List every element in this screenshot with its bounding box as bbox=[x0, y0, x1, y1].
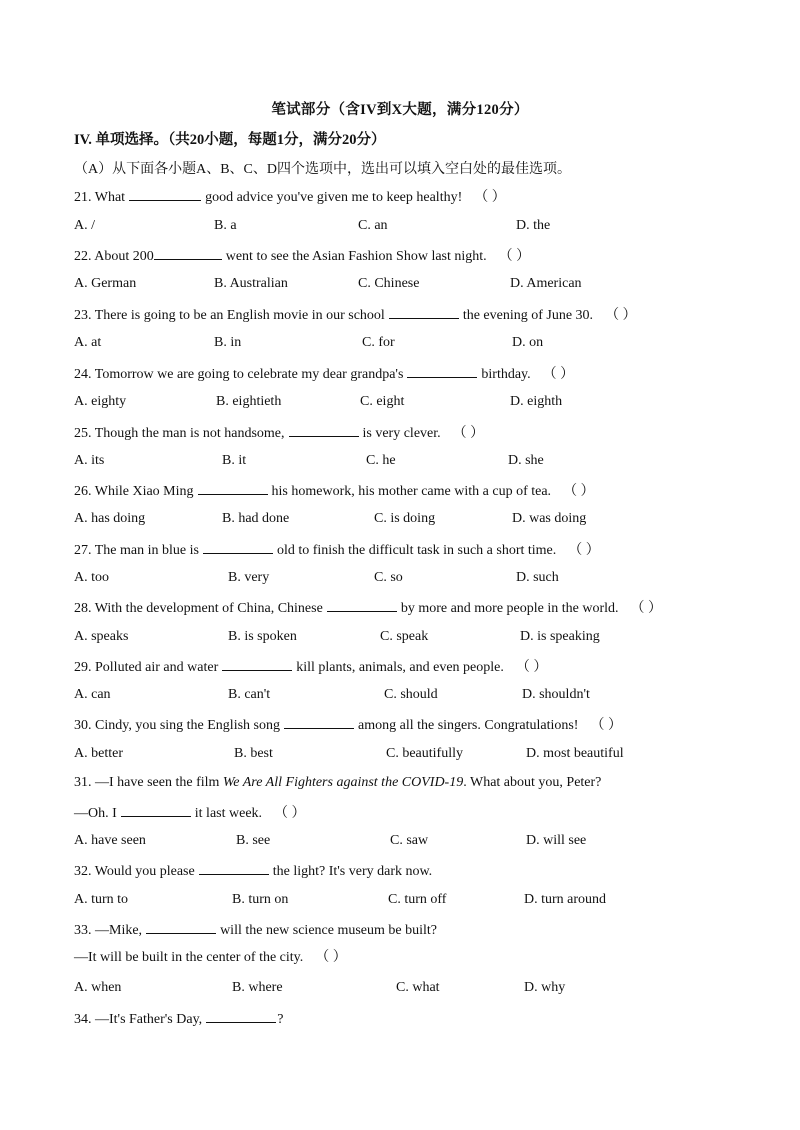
option-d: D. American bbox=[510, 276, 582, 291]
question-text: 26. While Xiao Ming bbox=[74, 484, 194, 499]
option-c: C. Chinese bbox=[358, 276, 420, 291]
answer-parentheses: （ ） bbox=[563, 484, 595, 499]
question-text: among all the singers. Congratulations! bbox=[358, 718, 579, 733]
option-b: B. eightieth bbox=[216, 394, 282, 409]
section-heading: IV. 单项选择。（共20小题，每题1分，满分20分） bbox=[74, 132, 386, 148]
question-text: —Oh. I bbox=[74, 806, 117, 821]
answer-parentheses: （ ） bbox=[452, 426, 485, 441]
option-d: D. was doing bbox=[512, 511, 587, 526]
question-24 bbox=[74, 363, 574, 383]
option-a: A. have seen bbox=[74, 833, 146, 848]
option-a: A. too bbox=[74, 570, 109, 585]
question-text: by more and more people in the world. bbox=[400, 601, 619, 616]
question-text: 22. About 200 bbox=[74, 249, 154, 264]
option-b: B. a bbox=[214, 218, 237, 233]
answer-parentheses: （ ） bbox=[474, 190, 506, 205]
option-b: B. it bbox=[222, 453, 247, 468]
option-b: B. had done bbox=[222, 511, 290, 526]
question-text: 23. There is going to be an English movie in our school bbox=[74, 308, 385, 323]
film-title: We Are All Fighters against the COVID-19 bbox=[222, 775, 464, 790]
question-28 bbox=[74, 597, 662, 617]
option-d: D. she bbox=[508, 453, 544, 468]
option-b: B. is spoken bbox=[228, 629, 297, 644]
option-b: B. see bbox=[236, 833, 271, 848]
question-text: —It will be built in the center of the city. bbox=[74, 950, 304, 965]
option-c: C. turn off bbox=[388, 892, 447, 907]
answer-parentheses: （ ） bbox=[542, 367, 575, 382]
question-text: 30. Cindy, you sing the English song bbox=[74, 718, 280, 733]
option-c: C. is doing bbox=[374, 511, 436, 526]
answer-blank bbox=[389, 304, 459, 319]
option-d: D. why bbox=[524, 980, 566, 995]
answer-blank bbox=[121, 802, 191, 817]
option-c: C. what bbox=[396, 980, 440, 995]
question-21 bbox=[74, 186, 506, 206]
answer-blank bbox=[206, 1008, 276, 1023]
option-b: B. can't bbox=[228, 687, 271, 702]
option-c: C. so bbox=[374, 570, 403, 585]
question-text: 24. Tomorrow we are going to celebrate my dear grandpa's bbox=[74, 367, 404, 382]
question-29 bbox=[74, 656, 547, 676]
answer-blank bbox=[289, 422, 359, 437]
question-text: 32. Would you please bbox=[74, 864, 195, 879]
question-31 bbox=[74, 773, 601, 793]
answer-parentheses: （ ） bbox=[315, 950, 347, 965]
option-c: C. speak bbox=[380, 629, 429, 644]
option-d: D. is speaking bbox=[520, 629, 600, 644]
question-34 bbox=[74, 1008, 283, 1028]
option-c: C. should bbox=[384, 687, 438, 702]
option-d: D. most beautiful bbox=[526, 746, 624, 761]
answer-parentheses: （ ） bbox=[630, 601, 663, 616]
answer-blank bbox=[198, 480, 268, 495]
question-31-reply bbox=[74, 802, 306, 822]
question-text: ? bbox=[277, 1012, 284, 1027]
option-b: B. turn on bbox=[232, 892, 289, 907]
question-text: kill plants, animals, and even people. bbox=[296, 660, 504, 675]
option-a: A. speaks bbox=[74, 629, 129, 644]
question-22 bbox=[74, 245, 530, 265]
option-a: A. eighty bbox=[74, 394, 127, 409]
question-text: good advice you've given me to keep healthy! bbox=[205, 190, 463, 205]
option-a: A. when bbox=[74, 980, 122, 995]
question-text: the evening of June 30. bbox=[462, 308, 594, 323]
option-c: C. for bbox=[362, 335, 395, 350]
question-text: 28. With the development of China, Chinese bbox=[74, 601, 323, 616]
question-text: 33. —Mike, bbox=[74, 923, 143, 938]
question-text: 27. The man in blue is bbox=[74, 543, 199, 558]
option-a: A. turn to bbox=[74, 892, 129, 907]
answer-blank bbox=[407, 363, 477, 378]
option-a: A. at bbox=[74, 335, 102, 350]
question-text: is very clever. bbox=[362, 426, 441, 441]
option-b: B. Australian bbox=[214, 276, 288, 291]
option-c: C. saw bbox=[390, 833, 429, 848]
option-b: B. in bbox=[214, 335, 242, 350]
option-b: B. where bbox=[232, 980, 283, 995]
option-a: A. its bbox=[74, 453, 105, 468]
answer-parentheses: （ ） bbox=[605, 308, 637, 323]
question-text: 34. —It's Father's Day, bbox=[74, 1012, 203, 1027]
option-d: D. on bbox=[512, 335, 544, 350]
answer-parentheses: （ ） bbox=[274, 806, 306, 821]
question-27 bbox=[74, 539, 600, 559]
option-c: C. beautifully bbox=[386, 746, 463, 761]
answer-parentheses: （ ） bbox=[568, 543, 600, 558]
option-a: A. has doing bbox=[74, 511, 146, 526]
option-b: B. best bbox=[234, 746, 273, 761]
option-a: A. better bbox=[74, 746, 123, 761]
question-text: 29. Polluted air and water bbox=[74, 660, 219, 675]
question-26 bbox=[74, 480, 595, 500]
answer-blank bbox=[146, 919, 216, 934]
question-25 bbox=[74, 422, 484, 442]
question-text: his homework, his mother came with a cup of tea. bbox=[271, 484, 552, 499]
answer-parentheses: （ ） bbox=[498, 249, 531, 264]
option-d: D. turn around bbox=[524, 892, 607, 907]
question-text: 21. What bbox=[74, 190, 126, 205]
question-text: went to see the Asian Fashion Show last night. bbox=[225, 249, 487, 264]
question-23 bbox=[74, 304, 637, 324]
option-d: D. the bbox=[516, 218, 551, 233]
option-d: D. such bbox=[516, 570, 559, 585]
question-text: it last week. bbox=[194, 806, 263, 821]
question-text: the light? It's very dark now. bbox=[272, 864, 433, 879]
question-text: will the new science museum be built? bbox=[220, 923, 438, 938]
answer-blank bbox=[203, 539, 273, 554]
answer-blank bbox=[327, 597, 397, 612]
question-32 bbox=[74, 860, 432, 880]
question-33 bbox=[74, 919, 437, 939]
option-c: C. an bbox=[358, 218, 388, 233]
question-text: birthday. bbox=[481, 367, 531, 382]
question-text: 25. Though the man is not handsome, bbox=[74, 426, 285, 441]
answer-blank bbox=[154, 245, 222, 260]
answer-parentheses: （ ） bbox=[590, 718, 622, 733]
option-d: D. eighth bbox=[510, 394, 563, 409]
option-a: A. can bbox=[74, 687, 111, 702]
question-text: 31. —I have seen the film bbox=[74, 775, 220, 790]
question-text: . What about you, Peter? bbox=[463, 775, 602, 790]
option-b: B. very bbox=[228, 570, 270, 585]
question-text: old to finish the difficult task in such a short time. bbox=[276, 543, 557, 558]
option-c: C. eight bbox=[360, 394, 405, 409]
question-30 bbox=[74, 714, 622, 734]
question-33-reply bbox=[74, 948, 347, 968]
answer-blank bbox=[199, 860, 269, 875]
option-a: A. German bbox=[74, 276, 137, 291]
option-d: D. will see bbox=[526, 833, 587, 848]
option-c: C. he bbox=[366, 453, 396, 468]
option-d: D. shouldn't bbox=[522, 687, 590, 702]
instruction-text: （A）从下面各小题A、B、C、D四个选项中，选出可以填入空白处的最佳选项。 bbox=[74, 162, 572, 177]
answer-blank bbox=[284, 714, 354, 729]
answer-blank bbox=[129, 186, 201, 201]
answer-parentheses: （ ） bbox=[515, 660, 548, 675]
option-a: A. / bbox=[74, 218, 95, 233]
answer-blank bbox=[222, 656, 292, 671]
page-title: 笔试部分（含IV到X大题，满分120分） bbox=[271, 102, 529, 118]
